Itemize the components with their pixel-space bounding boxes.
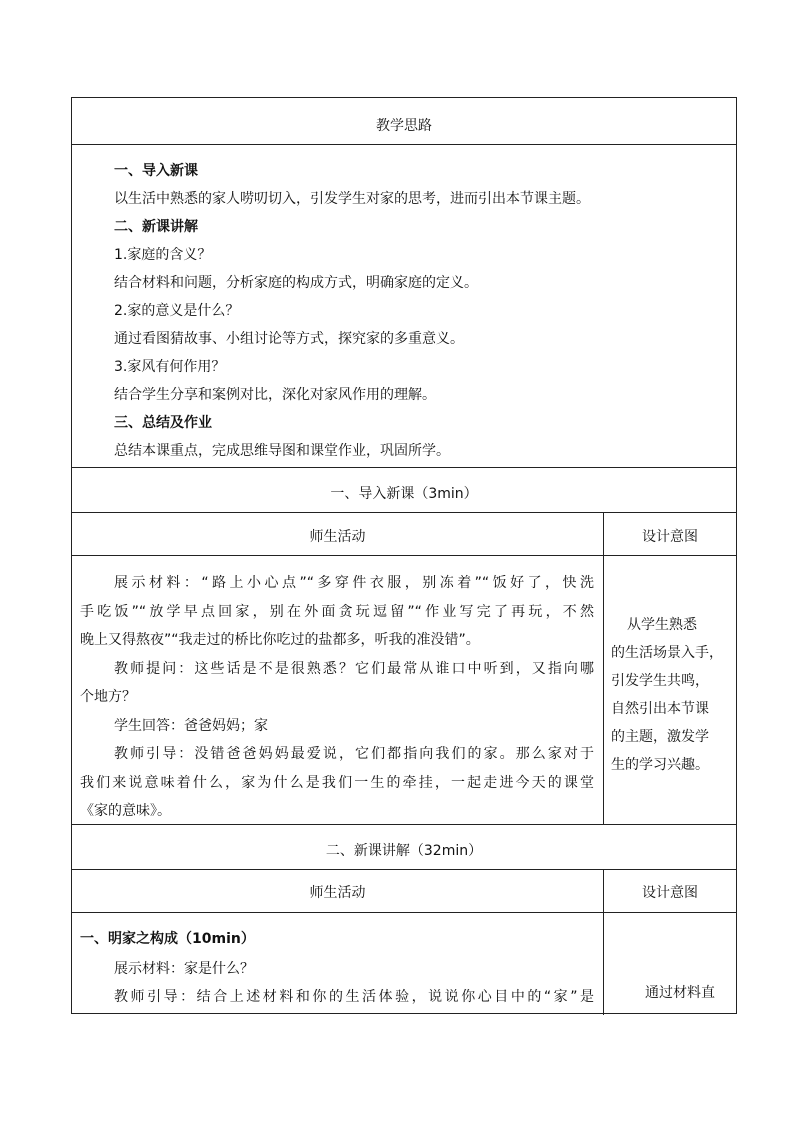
activity-line: 《家的意味》。 [80,803,171,819]
thinking-line: 结合学生分享和案例对比，深化对家风作用的理解。 [114,387,436,403]
activity-line: 晚上又得熬夜”“我走过的桥比你吃过的盐都多，听我的准没错”。 [80,632,480,648]
activity-line: 展示材料：家是什么？ [114,961,254,977]
activity-line: 教师引导：结合上述材料和你的生活体验，说说你心目中的“家”是 [114,989,594,1005]
column-divider [603,512,604,824]
activity-line: 个地方？ [80,689,136,705]
thinking-heading: 二、新课讲解 [114,219,198,235]
intent-line: 的主题，激发学 [611,729,709,745]
row-divider [72,555,736,556]
thinking-line: 通过看图猜故事、小组讨论等方式，探究家的多重意义。 [114,331,464,347]
row-divider [72,912,736,913]
row-divider [72,467,736,468]
thinking-heading: 三、总结及作业 [114,415,212,431]
section2-activity-header: 师生活动 [309,885,366,901]
thinking-line: 3.家风有何作用？ [114,359,226,375]
activity-line: 教师引导：没错爸爸妈妈最爱说，它们都指向我们的家。那么家对于 [114,746,594,762]
row-divider [72,824,736,825]
intent-line: 从学生熟悉 [627,617,697,633]
activity-line: 我们来说意味着什么，家为什么是我们一生的牵挂，一起走进今天的课堂 [80,774,594,791]
section1-activity-header: 师生活动 [309,529,366,545]
intent-line: 引发学生共鸣， [611,673,709,689]
row-divider [72,869,736,870]
thinking-heading: 一、导入新课 [114,163,198,179]
activity-line: 手吃饭”“放学早点回家，别在外面贪玩逗留”“作业写完了再玩，不然 [80,603,594,620]
activity-line: 教师提问：这些话是不是很熟悉？它们最常从谁口中听到，又指向哪 [114,660,594,677]
activity-line: 展示材料：“路上小心点”“多穿件衣服，别冻着”“饭好了，快洗 [114,575,594,591]
thinking-line: 以生活中熟悉的家人唠叨切入，引发学生对家的思考，进而引出本节课主题。 [114,191,590,207]
thinking-line: 2.家的意义是什么？ [114,303,240,319]
intent-line: 生的学习兴趣。 [611,757,709,773]
intent-line: 的生活场景入手， [611,645,723,661]
activity-line: 学生回答：爸爸妈妈；家 [114,717,268,734]
teaching-thinking-title: 教学思路 [376,118,432,134]
thinking-line: 总结本课重点，完成思维导图和课堂作业，巩固所学。 [114,443,450,459]
intent-line: 自然引出本节课 [611,701,709,717]
lesson-plan-table [71,97,737,1014]
thinking-line: 结合材料和问题，分析家庭的构成方式，明确家庭的定义。 [114,275,478,291]
section1-intent-header: 设计意图 [642,529,698,545]
thinking-line: 1.家庭的含义？ [114,247,212,263]
intent-line: 通过材料直 [645,985,715,1001]
row-divider [72,512,736,513]
row-divider [72,144,736,145]
section1-title: 一、导入新课（3min） [330,486,478,502]
section2-sub-heading: 一、明家之构成（10min） [80,931,255,947]
section2-title: 二、新课讲解（32min） [325,843,483,859]
section2-intent-header: 设计意图 [642,885,698,901]
